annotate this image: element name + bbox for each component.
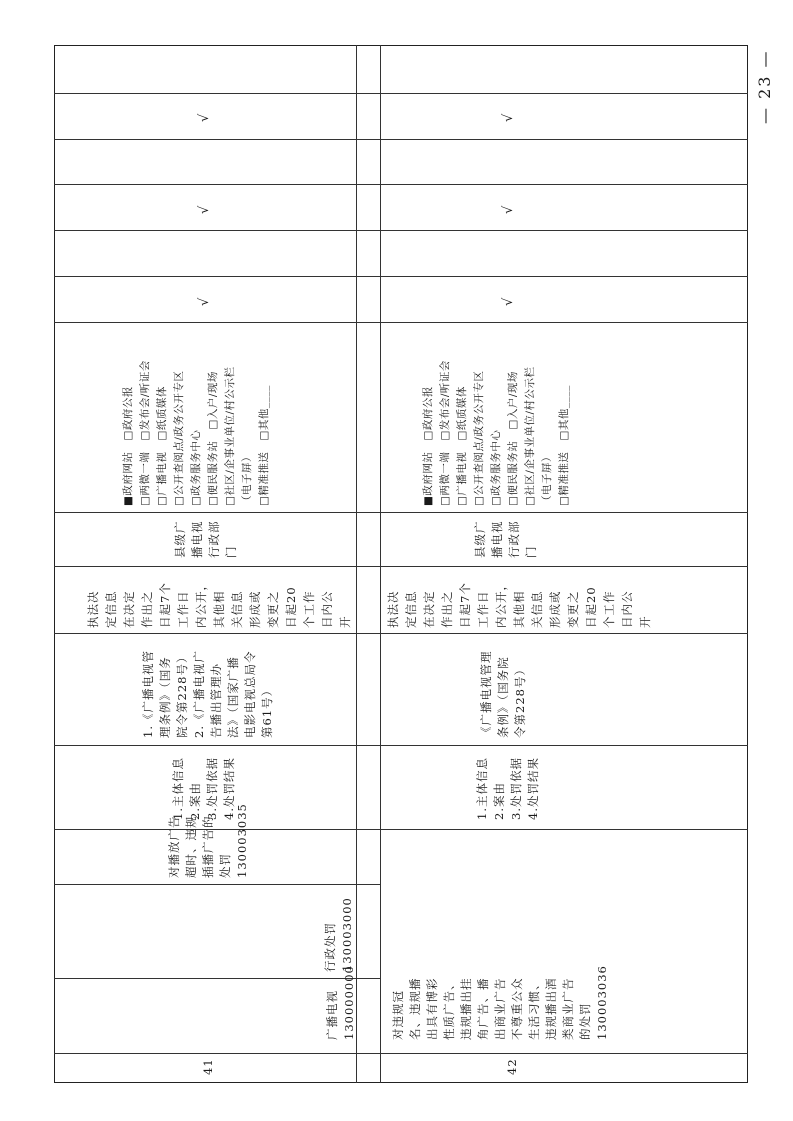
row-42-content: 1.主体信息 2.案由 3.处罚依据 4.处罚结果	[475, 757, 540, 820]
grid-line	[380, 45, 381, 1083]
grid-line	[54, 93, 748, 94]
grid-line	[54, 184, 748, 185]
row-41-check-3: √	[197, 113, 212, 122]
row-42-seq: 42	[505, 1058, 519, 1075]
grid-line	[54, 1053, 748, 1054]
row-41-check-1: √	[197, 297, 212, 306]
row-41-seq: 41	[201, 1058, 215, 1075]
grid-line	[54, 566, 748, 567]
row-41-item: 对播放广告 超时、违规 插播广告的 处罚 130003035	[167, 803, 249, 878]
row-41-channels: ■政府网站 □政府公报 □两微一端 □发布会/听证会 □广播电视 □纸质媒体 □公开查阅点/政务公开专区 □政务服务中心 □便民服务站 □入户/现场 □社区/企事业单位/村公示栏 （电子屏） □精准推送 □其他____	[122, 360, 270, 506]
row-41-category: 行政处罚 130003000	[323, 897, 354, 972]
row-41-subject: 县级广 播电视 行政部 门	[173, 520, 238, 558]
row-41-domain: 广播电视 130000000	[325, 965, 356, 1040]
grid-line	[356, 45, 357, 1083]
row-41-basis: 1.《广播电视管 理条例》（国务 院令第228号） 2.《广播电视广 告播出管理办 法》（国家广播 电影电视总局令 第61号）	[141, 650, 274, 738]
grid-line	[54, 884, 380, 885]
row-42-check-2: √	[501, 205, 516, 214]
grid-line	[54, 276, 748, 277]
row-42-time: 执法决 定信息 在决定 作出之 日起7个 工作日 内公开， 其他相 关信息 形成或 变更之 日起20 个工作 日内公 开	[386, 578, 652, 628]
row-42-check-1: √	[501, 297, 516, 306]
grid-line	[54, 512, 748, 513]
grid-line	[54, 633, 748, 634]
grid-line	[54, 139, 748, 140]
page-number: — 23 —	[755, 49, 774, 124]
row-42-check-3: √	[501, 113, 516, 122]
row-41-content: 1.主体信息 2.案由 3.处罚依据 4.处罚结果	[171, 757, 236, 820]
grid-line	[54, 322, 748, 323]
row-42-item: 对违规冠 名、违规播 出具有博彩 性质广告、 违规播出挂 角广告、播 出商业广告 不尊重公众 生活习惯、 违规播出酒 类商业广告 的处罚 130003036	[391, 965, 609, 1040]
grid-line	[54, 829, 748, 830]
table-frame	[54, 45, 748, 1083]
grid-line	[54, 745, 748, 746]
row-42-subject: 县级广 播电视 行政部 门	[473, 520, 538, 558]
row-41-check-2: √	[197, 205, 212, 214]
row-42-channels: ■政府网站 □政府公报 □两微一端 □发布会/听证会 □广播电视 □纸质媒体 □公开查阅点/政务公开专区 □政务服务中心 □便民服务站 □入户/现场 □社区/企事业单位/村公示栏 （电子屏） □精准推送 □其他____	[422, 360, 570, 506]
grid-line	[54, 230, 748, 231]
row-41-time: 执法决 定信息 在决定 作出之 日起7个 工作日 内公开， 其他相 关信息 形成或 变更之 日起20 个工作 日内公 开	[86, 578, 352, 628]
row-42-basis: 《广播电视管理 条例》（国务院 令第228号）	[479, 650, 527, 738]
